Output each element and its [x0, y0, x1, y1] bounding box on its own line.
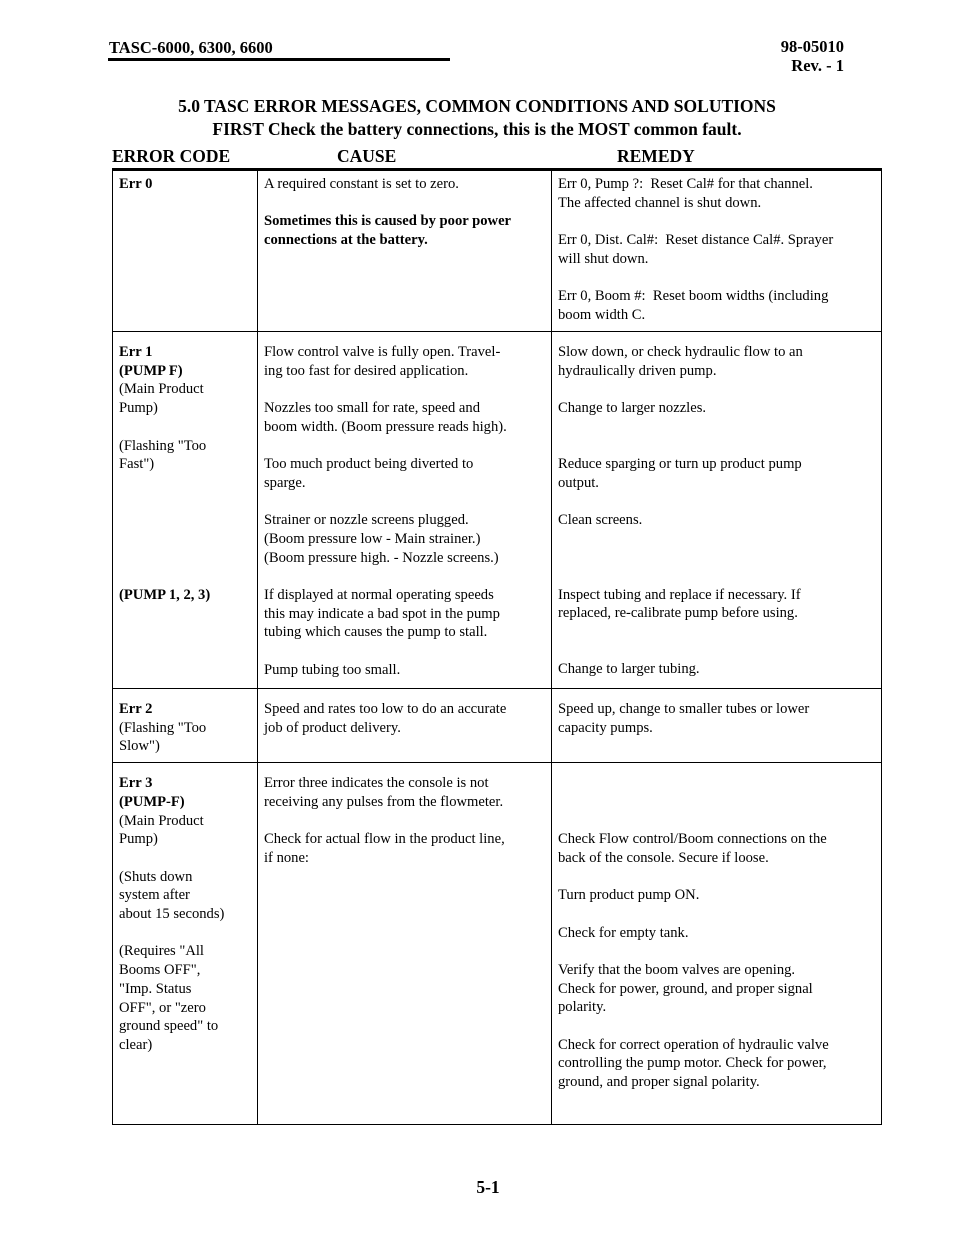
error-code: Err 3 (PUMP-F) [119, 775, 185, 810]
section-title: 5.0 TASC ERROR MESSAGES, COMMON CONDITIONS AND SOLUTIONS [178, 96, 776, 116]
error-code-cell [113, 170, 258, 332]
remedy-text: Err 0, Pump ?: Reset Cal# for that channel. The affected channel is shut down. [558, 176, 813, 211]
table-row-err-2 [113, 689, 882, 763]
cause-text: Too much product being diverted to sparge. [264, 456, 474, 491]
error-code-description: (Requires "All Booms OFF", "Imp. Status OFF", or "zero ground speed" to clear) [119, 943, 219, 1053]
remedy-text: Check for empty tank. [558, 924, 689, 941]
document-model-title: TASC-6000, 6300, 6600 [109, 38, 273, 57]
cause-note: Sometimes this is caused by poor power connections at the battery. [264, 213, 512, 249]
remedy-text: Check Flow control/Boom connections on the back of the console. Secure if loose. [558, 831, 827, 866]
cause-text: Flow control valve is fully open. Travel- ing too fast for desired application. [264, 344, 501, 379]
remedy-cell [552, 170, 882, 332]
remedy-text: Err 0, Boom #: Reset boom widths (including boom width C. [558, 288, 829, 323]
remedy-text: Inspect tubing and replace if necessary. If replaced, re-calibrate pump before using. [558, 586, 801, 622]
revision-label: Rev. - 1 [791, 56, 844, 75]
error-code-cell [113, 689, 258, 763]
remedy-text: Slow down, or check hydraulic flow to an hydraulically driven pump. [558, 344, 803, 379]
table-row-err-0 [113, 170, 882, 332]
error-code-secondary: (PUMP 1, 2, 3) [119, 586, 211, 603]
cause-text: A required constant is set to zero. [264, 176, 459, 192]
error-table [112, 168, 842, 1125]
cause-text: Pump tubing too small. [264, 661, 401, 678]
cause-text: Speed and rates too low to do an accurate job of product delivery. [264, 701, 507, 736]
error-code: Err 0 [119, 176, 153, 192]
remedy-text: Speed up, change to smaller tubes or lower capacity pumps. [558, 701, 810, 736]
cause-text: Check for actual flow in the product line, if none: [264, 831, 505, 866]
cause-text: If displayed at normal operating speeds this may indicate a bad spot in the pump tubing which causes the pump to stall. [264, 587, 500, 641]
cause-text: Error three indicates the console is not receiving any pulses from the flowmeter. [264, 775, 504, 810]
cause-text: Strainer or nozzle screens plugged. (Boom pressure low - Main strainer.) (Boom pressure high. - Nozzle screens.) [264, 512, 499, 566]
error-code-description: (Main Product Pump) [119, 812, 204, 848]
cause-cell [258, 170, 552, 332]
error-code-cell [113, 332, 258, 689]
header-underline [108, 58, 450, 61]
cause-cell [258, 689, 552, 763]
error-code-description: (Main Product Pump) [119, 381, 204, 417]
section-subtitle: FIRST Check the battery connections, this is the MOST common fault. [212, 119, 742, 139]
remedy-text: Clean screens. [558, 511, 643, 528]
error-code: Err 1 (PUMP F) [119, 344, 183, 379]
page-number: 5-1 [476, 1177, 500, 1197]
document-number: 98-05010 [780, 37, 844, 56]
remedy-text: Change to larger tubing. [558, 661, 700, 677]
error-code-cell [113, 763, 258, 1125]
remedy-text: Check for correct operation of hydraulic valve controlling the pump motor. Check for power, ground, and proper signal polarity. [558, 1036, 829, 1091]
error-code-description: (Flashing "Too Slow") [119, 719, 207, 755]
table-row-err-1 [113, 332, 882, 689]
cause-cell [258, 332, 552, 689]
remedy-cell [552, 689, 882, 763]
error-code-description: (Shuts down system after about 15 seconds) [119, 868, 225, 923]
column-header-error-code: ERROR CODE [112, 146, 231, 166]
remedy-text: Reduce sparging or turn up product pump output. [558, 455, 802, 491]
remedy-cell [552, 763, 882, 1125]
column-header-cause: CAUSE [337, 146, 397, 166]
table-row-err-3 [113, 763, 882, 1125]
error-code: Err 2 [119, 701, 153, 717]
document-id-block [740, 37, 844, 75]
error-code-description: (Flashing "Too Fast") [119, 437, 207, 473]
column-header-remedy: REMEDY [617, 146, 695, 166]
remedy-text: Err 0, Dist. Cal#: Reset distance Cal#. Sprayer will shut down. [558, 232, 834, 267]
remedy-cell [552, 332, 882, 689]
remedy-text: Change to larger nozzles. [558, 400, 707, 417]
cause-text: Nozzles too small for rate, speed and boom width. (Boom pressure reads high). [264, 400, 507, 435]
cause-cell [258, 763, 552, 1125]
remedy-text: Turn product pump ON. [558, 887, 700, 904]
remedy-text: Verify that the boom valves are opening. Check for power, ground, and proper signal polarity. [558, 961, 813, 1016]
